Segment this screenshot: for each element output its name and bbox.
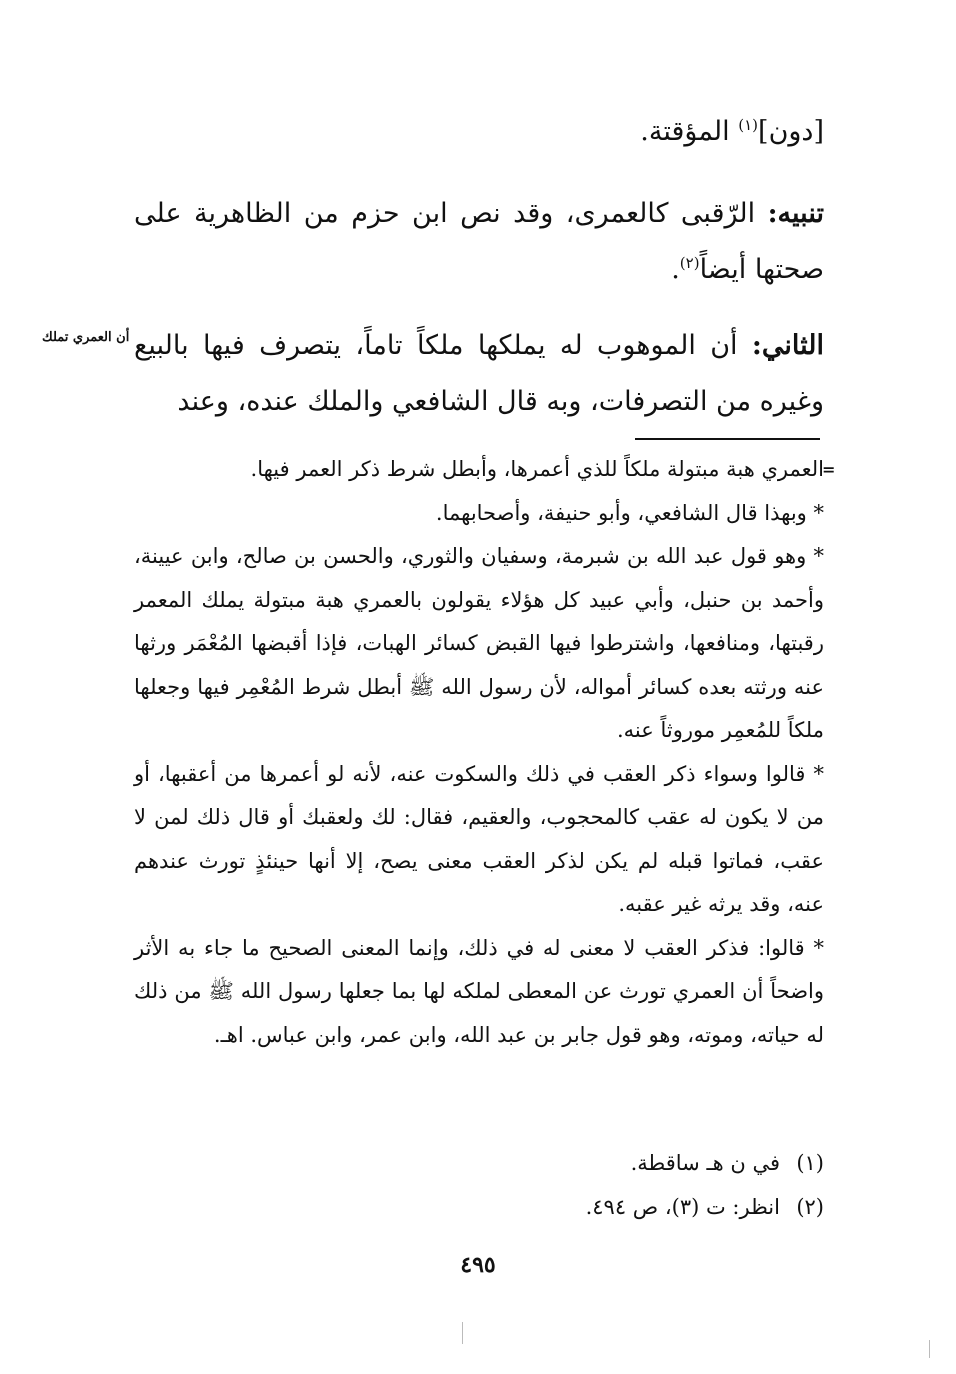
top-line-rest: المؤقتة. [640, 116, 739, 147]
note-paragraph [134, 186, 824, 298]
footnote-paragraph: العمري هبة مبتولة ملكاً للذي أعمرها، وأبطل شرط ذكر العمر فيها. [250, 457, 824, 481]
note-text: الرّقبى كالعمرى، وقد نص ابن حزم من الظاهرية على صحتها أيضاً [134, 198, 824, 285]
footnote-references [134, 1142, 824, 1229]
note-end: . [671, 254, 680, 285]
second-label: الثاني: [751, 330, 824, 361]
second-paragraph [134, 318, 824, 430]
page-number: ٤٩٥ [460, 1252, 496, 1278]
footnote-ref-text: انظر: ت (٣)، ص ٤٩٤. [585, 1194, 780, 1219]
top-line [134, 108, 824, 156]
footnote-ref-2 [134, 1186, 824, 1230]
crop-mark [929, 1340, 930, 1358]
footnote-ref-number: (١) [796, 1151, 824, 1175]
footnote-ref-text: في ن هـ ساقطة. [630, 1151, 780, 1175]
footnote-marker-1: (١) [738, 116, 759, 134]
footnote-paragraph: * وهو قول عبد الله بن شبرمة، وسفيان والثوري، والحسن بن صالح، وابن عيينة، وأحمد بن حنبل، وأبي عبيد كل هؤلاء يقولون بالعمري هبة مبتولة يملك المعمر رقبتها، ومنافعها، واشترطوا فيها القبض كسائر الهبات، فإذا أقبضها المُعْمَر ورثها عنه ورثته بعده كسائر أمواله، لأن رسول الله ﷺ أبطل شرط المُعْمِر فيها وجعلها ملكاً للمُعمِر موروثاً عنه. [134, 544, 824, 742]
crop-mark [462, 1322, 463, 1344]
footnote-ref-1 [134, 1142, 824, 1186]
footnote-paragraph: * وبهذا قال الشافعي، وأبو حنيفة، وأصحابهما. [435, 500, 824, 525]
footnote-paragraph: * قالوا: فذكر العقب لا معنى له في ذلك، وإنما المعنى الصحيح ما جاء به الأثر واضحاً أن العمري تورث عن المعطى لملكه لها بما جعلها رسول الله ﷺ من ذلك له حياته، وموته، وهو قول جابر بن عبد الله، وابن عمر، وابن عباس. اهـ. [134, 935, 824, 1047]
top-line-text: [دون] [758, 116, 824, 147]
footnote-marker-2: (٢) [679, 254, 700, 272]
margin-note: أن العمري تملك [42, 330, 130, 345]
note-label: تنبيه: [767, 198, 824, 229]
footnote-paragraph: * قالوا وسواء ذكر العقب في ذلك والسكوت عنه، لأنه لو أعمرها من أعقبها، أو من لا يكون له عقب كالمحجوب، والعقيم، فقال: لك ولعقبك أو قال ذلك لمن لا عقب، فماتوا قبله لم يكن لذكر العقب معنى يصح، إلا أنها حينئذٍ تورث عندهم عنه، وقد يرثه غير عقبه. [134, 761, 824, 916]
footnote-separator [635, 438, 820, 440]
second-text: أن الموهوب له يملكها ملكاً تاماً، يتصرف فيها بالبيع وغيره من التصرفات، وبه قال الشافعي والملك عنده، وعند [134, 330, 824, 417]
continuation-mark: = [822, 460, 836, 479]
footnote-continuation [134, 448, 824, 1057]
footnote-ref-number: (٢) [796, 1194, 824, 1219]
